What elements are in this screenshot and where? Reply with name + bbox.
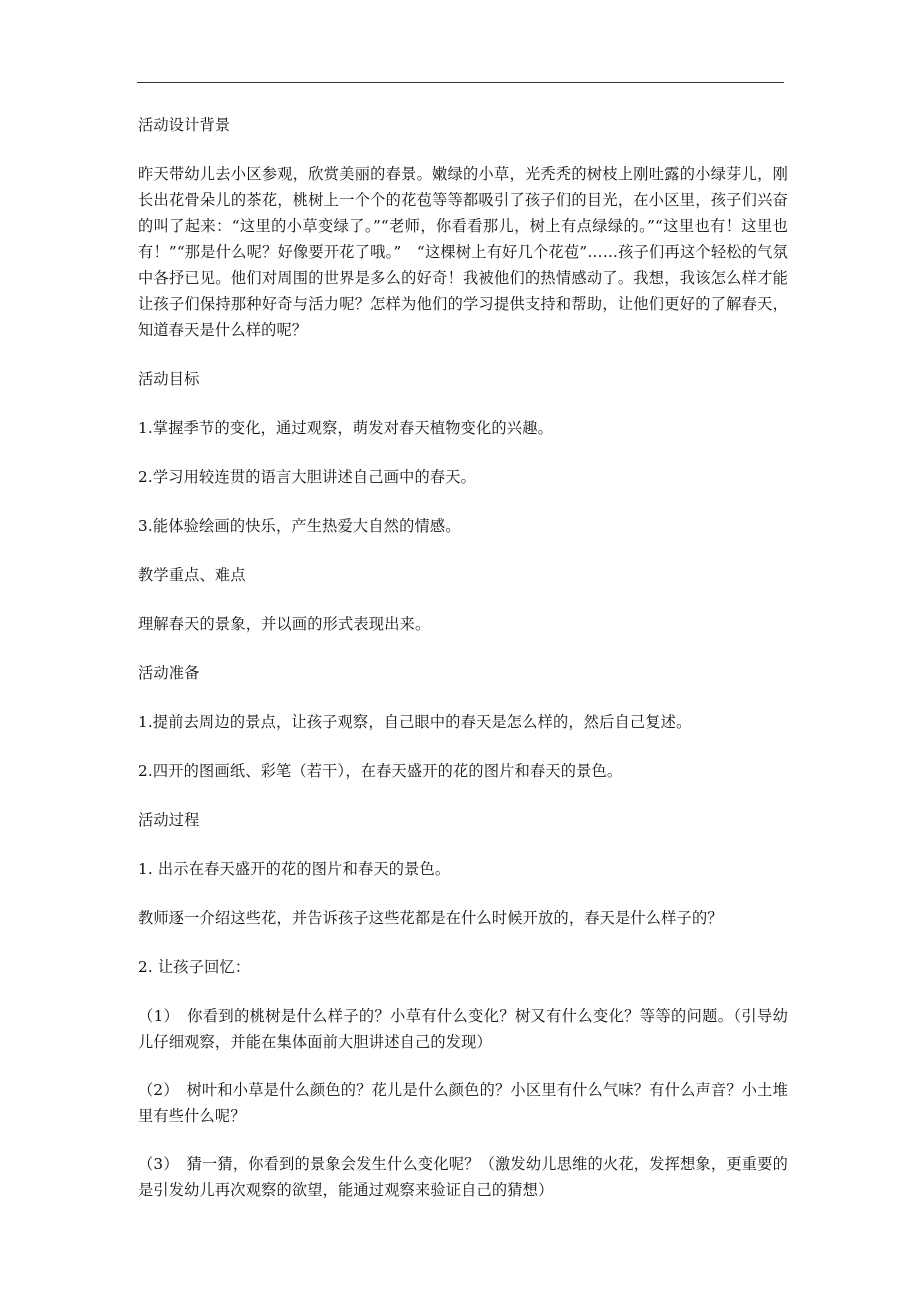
goal-item: 1.掌握季节的变化，通过观察，萌发对春天植物变化的兴趣。 [138,419,553,437]
preparation-item: 1.提前去周边的景点，让孩子观察，自己眼中的春天是怎么样的，然后自己复述。 [138,713,692,731]
section-heading-process: 活动过程 [138,811,200,829]
preparation-item: 2.四开的图画纸、彩笔（若干），在春天盛开的花的图片和春天的景色。 [138,762,623,780]
keypoints-paragraph: 理解春天的景象，并以画的形式表现出来。 [138,615,431,633]
section-heading-goals: 活动目标 [138,370,200,388]
process-question: （2） 树叶和小草是什么颜色的？花儿是什么颜色的？小区里有什么气味？有什么声音？小土堆里有些什么呢？ [138,1081,788,1125]
header-rule [137,82,784,83]
document-body [138,112,788,1225]
goal-item: 3.能体验绘画的快乐，产生热爱大自然的情感。 [138,517,461,535]
goal-item: 2.学习用较连贯的语言大胆讲述自己画中的春天。 [138,468,477,486]
section-heading-keypoints: 教学重点、难点 [138,566,246,584]
process-question: （3） 猜一猜，你看到的景象会发生什么变化呢？（激发幼儿思维的火花，发挥想象，更重要的是引发幼儿再次观察的欲望，能通过观察来验证自己的猜想） [138,1155,788,1199]
process-question: （1） 你看到的桃树是什么样子的？小草有什么变化？树又有什么变化？等等的问题。（引导幼儿仔细观察，并能在集体面前大胆讲述自己的发现） [138,1007,788,1051]
process-step-1-detail: 教师逐一介绍这些花，并告诉孩子这些花都是在什么时候开放的，春天是什么样子的？ [138,909,723,927]
process-step-2: 2. 让孩子回忆： [138,958,251,976]
background-paragraph: 昨天带幼儿去小区参观，欣赏美丽的春景。嫩绿的小草，光秃秃的树枝上刚吐露的小绿芽儿，刚长出花骨朵儿的茶花，桃树上一个个的花苞等等都吸引了孩子们的目光，在小区里，孩子们兴奋的叫了起来：“这里的小草变绿了。”“老师，你看看那儿，树上有点绿绿的。”“这里也有！这里也有！”“那是什么呢？好像要开花了哦。” “这棵树上有好几个花苞”……孩子们再这个轻松的气氛中各抒已见。他们对周围的世界是多么的好奇！我被他们的热情感动了。我想，我该怎么样才能让孩子们保持那种好奇与活力呢？怎样为他们的学习提供支持和帮助，让他们更好的了解春天，知道春天是什么样的呢？ [138,165,788,339]
process-step-1: 1. 出示在春天盛开的花的图片和春天的景色。 [138,860,451,878]
section-heading-preparation: 活动准备 [138,664,200,682]
section-heading-background: 活动设计背景 [138,116,231,134]
